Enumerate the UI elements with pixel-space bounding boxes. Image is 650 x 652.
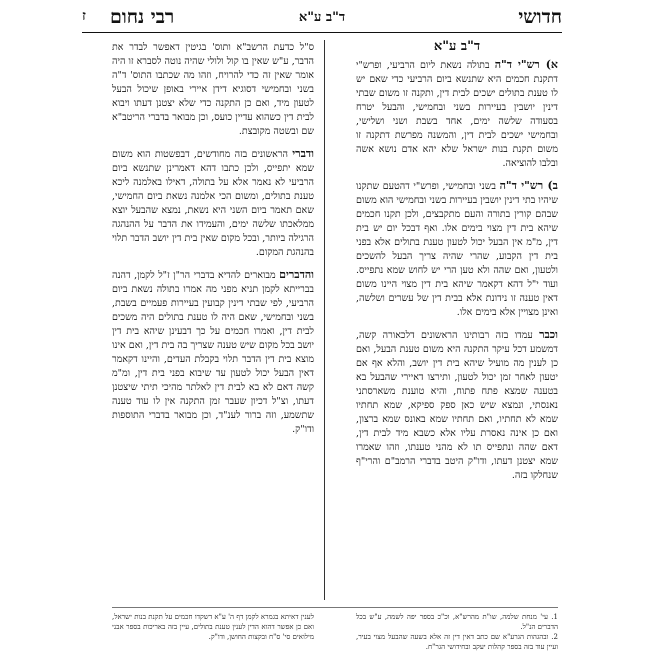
- paragraph-text: בתולה נשאת ליום הרביעי, ופרש"י דתקנת חכמים היא שתנשא ביום הרביעי כדי שאם יש לו טענת בתולים ישכים לבית דין, ותקנה זו משום שבתי דינין יושבין בעיירות בשני ובחמישי, והבעל יטרח בסעודה שלשה ימים, אחד בשבת ושני ושלישי, ובחמישי ישכים לבית דין, והמשנה מפרשת דתקנה זו משום תקנת בנות ישראל שלא יהא אדם נושא אשה ובלבו להוציאה.: [356, 60, 558, 169]
- paragraph-lead: ב) רש"י ד"ה: [499, 179, 558, 192]
- column-divider: [324, 40, 325, 600]
- paragraph-lead: וכבר: [539, 328, 558, 341]
- left-column: [112, 40, 314, 445]
- footnotes-left: [112, 612, 314, 642]
- paragraph-text: מבוארים להדיא בדברי הר"ן ז"ל לקמן, דהנה בברייתא לקמן תניא מפני מה אמרו בתולה נשאת ביום הרביעי, לפי שבתי דינין קבועין בעיירות פעמיים בשבת, בשני ובחמישי, שאם היה לו טענת בתולים היה משכים לבית דין, ואמרו חכמים על כך דבעינן שיהא בית דין יושב בכל מקום שיש טענה שצריך בה בית דין, ואם אינו מוצא בית דין הדבר תלוי בקבלת העדים, והיינו דקאמר דאין הבעל יכול לטעון עד שיבוא בפני בית דין, ומ"מ קשה דאם לא בא לבית דין לאלתר מהיכי תיתי שיצטנן דעתו, וצ"ל דכיון שעבר זמן התקנה אין לו עוד טענה שתשמע, וזה ברור לענ"ד, וכן מבואר בדברי התוספות ודו"ק.: [112, 270, 314, 435]
- header-rule: [82, 32, 562, 33]
- paragraph: [112, 40, 314, 139]
- paragraph: [356, 58, 558, 171]
- page-header: [82, 6, 562, 30]
- paragraph-text: ס"ל כדעת הרשב"א ותוס' בגיטין דאפשר לבדר את הדבר, ע"ש שאין בו קול ולולי שהיה נוטה לסברא זו היה אומר שאין זה כדי להרויח, וזהו מה שכתבו התוס' ד"ה בשני ובחמישי דסוגיא דידן איירי באופן שיכול הבעל לטעון מיד, ואם כן התקנה כדי שלא יצטנן דעתו ויבוא לבית דין כשהוא עדיין כועס, וכן מבואר בדברי הריטב"א שם ובשטה מקובצת.: [112, 42, 314, 137]
- paragraph-lead: ודברי: [292, 147, 314, 160]
- running-title-right: חדושי: [518, 6, 562, 28]
- running-title-left: רבי נחום: [110, 6, 175, 28]
- paragraph-lead: א) רש"י ד"ה: [494, 58, 558, 71]
- footnote-rule: [112, 607, 558, 608]
- paragraph-text: הראשונים בזה מחודשים, דבפשטות הוא משום שמא יתפייס, ולכן כתבו דהא דאמרינן שתנשא ביום הרביעי לא נאמר אלא על בתולה, דאילו באלמנה ליכא טענת בתולים, ומשום הכי אלמנה נשאת ביום החמישי, שאם תאמר ביום השני היא נשאת, נמצא שהבעל יוצא ממלאכתו שלשה ימים, והעמידו את הדבר על ההנהגה הרגילה ביותר, ובכל מקום שאין בית דין יושב הדבר תלוי בהנהגת המקום.: [112, 149, 314, 258]
- paragraph-text: בשני ובחמישי, ופרש"י דהטעם שתקנו שיהיו בתי דינין יושבין בעיירות בשני ובחמישי הוא משום שבהם קורין בתורה והעם מתקבצים, ולכן תקנו חכמים שיהא בית דין מצוי בימים אלו. ואף דבכל יום יש בית דין, מ"מ אין הבעל יכול לטעון טענת בתולים אלא בפני בית דין הקבוע, שהרי שהיה צריך הבעל להשכים ולטעון, ואם שהה ולא טען הרי יש לחוש שמא נתפייס. ועוד י"ל דהא דקאמר שיהא בית דין מצוי היינו משום דאין טענה זו נידונת אלא בבית דין של עשרים ושלשה, ואינן מצויין אלא בימים אלו.: [356, 181, 558, 318]
- daf-heading: ד"ב ע"א: [433, 39, 481, 54]
- paragraph: [356, 328, 558, 483]
- daf-reference: ד"ב ע"א: [298, 10, 346, 25]
- paragraph-text: עמדו בזה רבותינו הראשונים דלכאורה קשה, דמשמע דכל עיקר התקנה היא משום טענת הבעל, ואם כן לענין מה מועיל שיהא בית דין יושב, והלא אף אם יטעון לאחר זמן יכול לטעון, ותירצו דאיירי שהבעל בא בטענה שמצא פתח פתוח, והיא טוענת משארסתני נאנסתי, ונמצא שיש כאן ספק ספיקא, שמא תחתיו שמא לא תחתיו, ואם תחתיו שמא באונס שמא ברצון, ואם כן אינה נאסרת עליו אלא כשבא מיד לבית דין, דאם שהה ונתפייס תו לא מהני טענתו, וזהו שאמרו שמא יצטנן דעתו, ודו"ק היטב בדברי הרמב"ם והרי"ף שנחלקו בזה.: [356, 330, 558, 481]
- paragraph: [356, 179, 558, 320]
- page-number: ז: [82, 8, 86, 24]
- footnotes-right: [356, 612, 558, 652]
- paragraph: [112, 268, 314, 437]
- footnote: לענין דאיתא בגמרא לקמן דף ה' ע"א דשקדו חכמים על תקנת בנות ישראל, ואם כן אפשר דהוא הדין לענין טענת בתולים, עיין בזה באריכות בספר אבני מילואים סי' ס"ח ובקצות החושן, ודו"ק.: [112, 613, 314, 641]
- footnote: 1. עי' מנחת שלמה, שו"ת מהרש"א, וכ"כ בספר יפה לשמה, ע"ש בכל הדברים הנ"ל.: [356, 613, 558, 631]
- right-column: [356, 40, 558, 491]
- paragraph: [112, 147, 314, 260]
- paragraph-lead: והדברים: [279, 268, 314, 281]
- footnote: 2. ובהגהות הגרע"א שם כתב דאין דין זה אלא בשעה שהבעל מצוי בעיר, ועיין עוד בזה בספר קהלות יעקב ובחידושי הגר"ח.: [356, 633, 558, 651]
